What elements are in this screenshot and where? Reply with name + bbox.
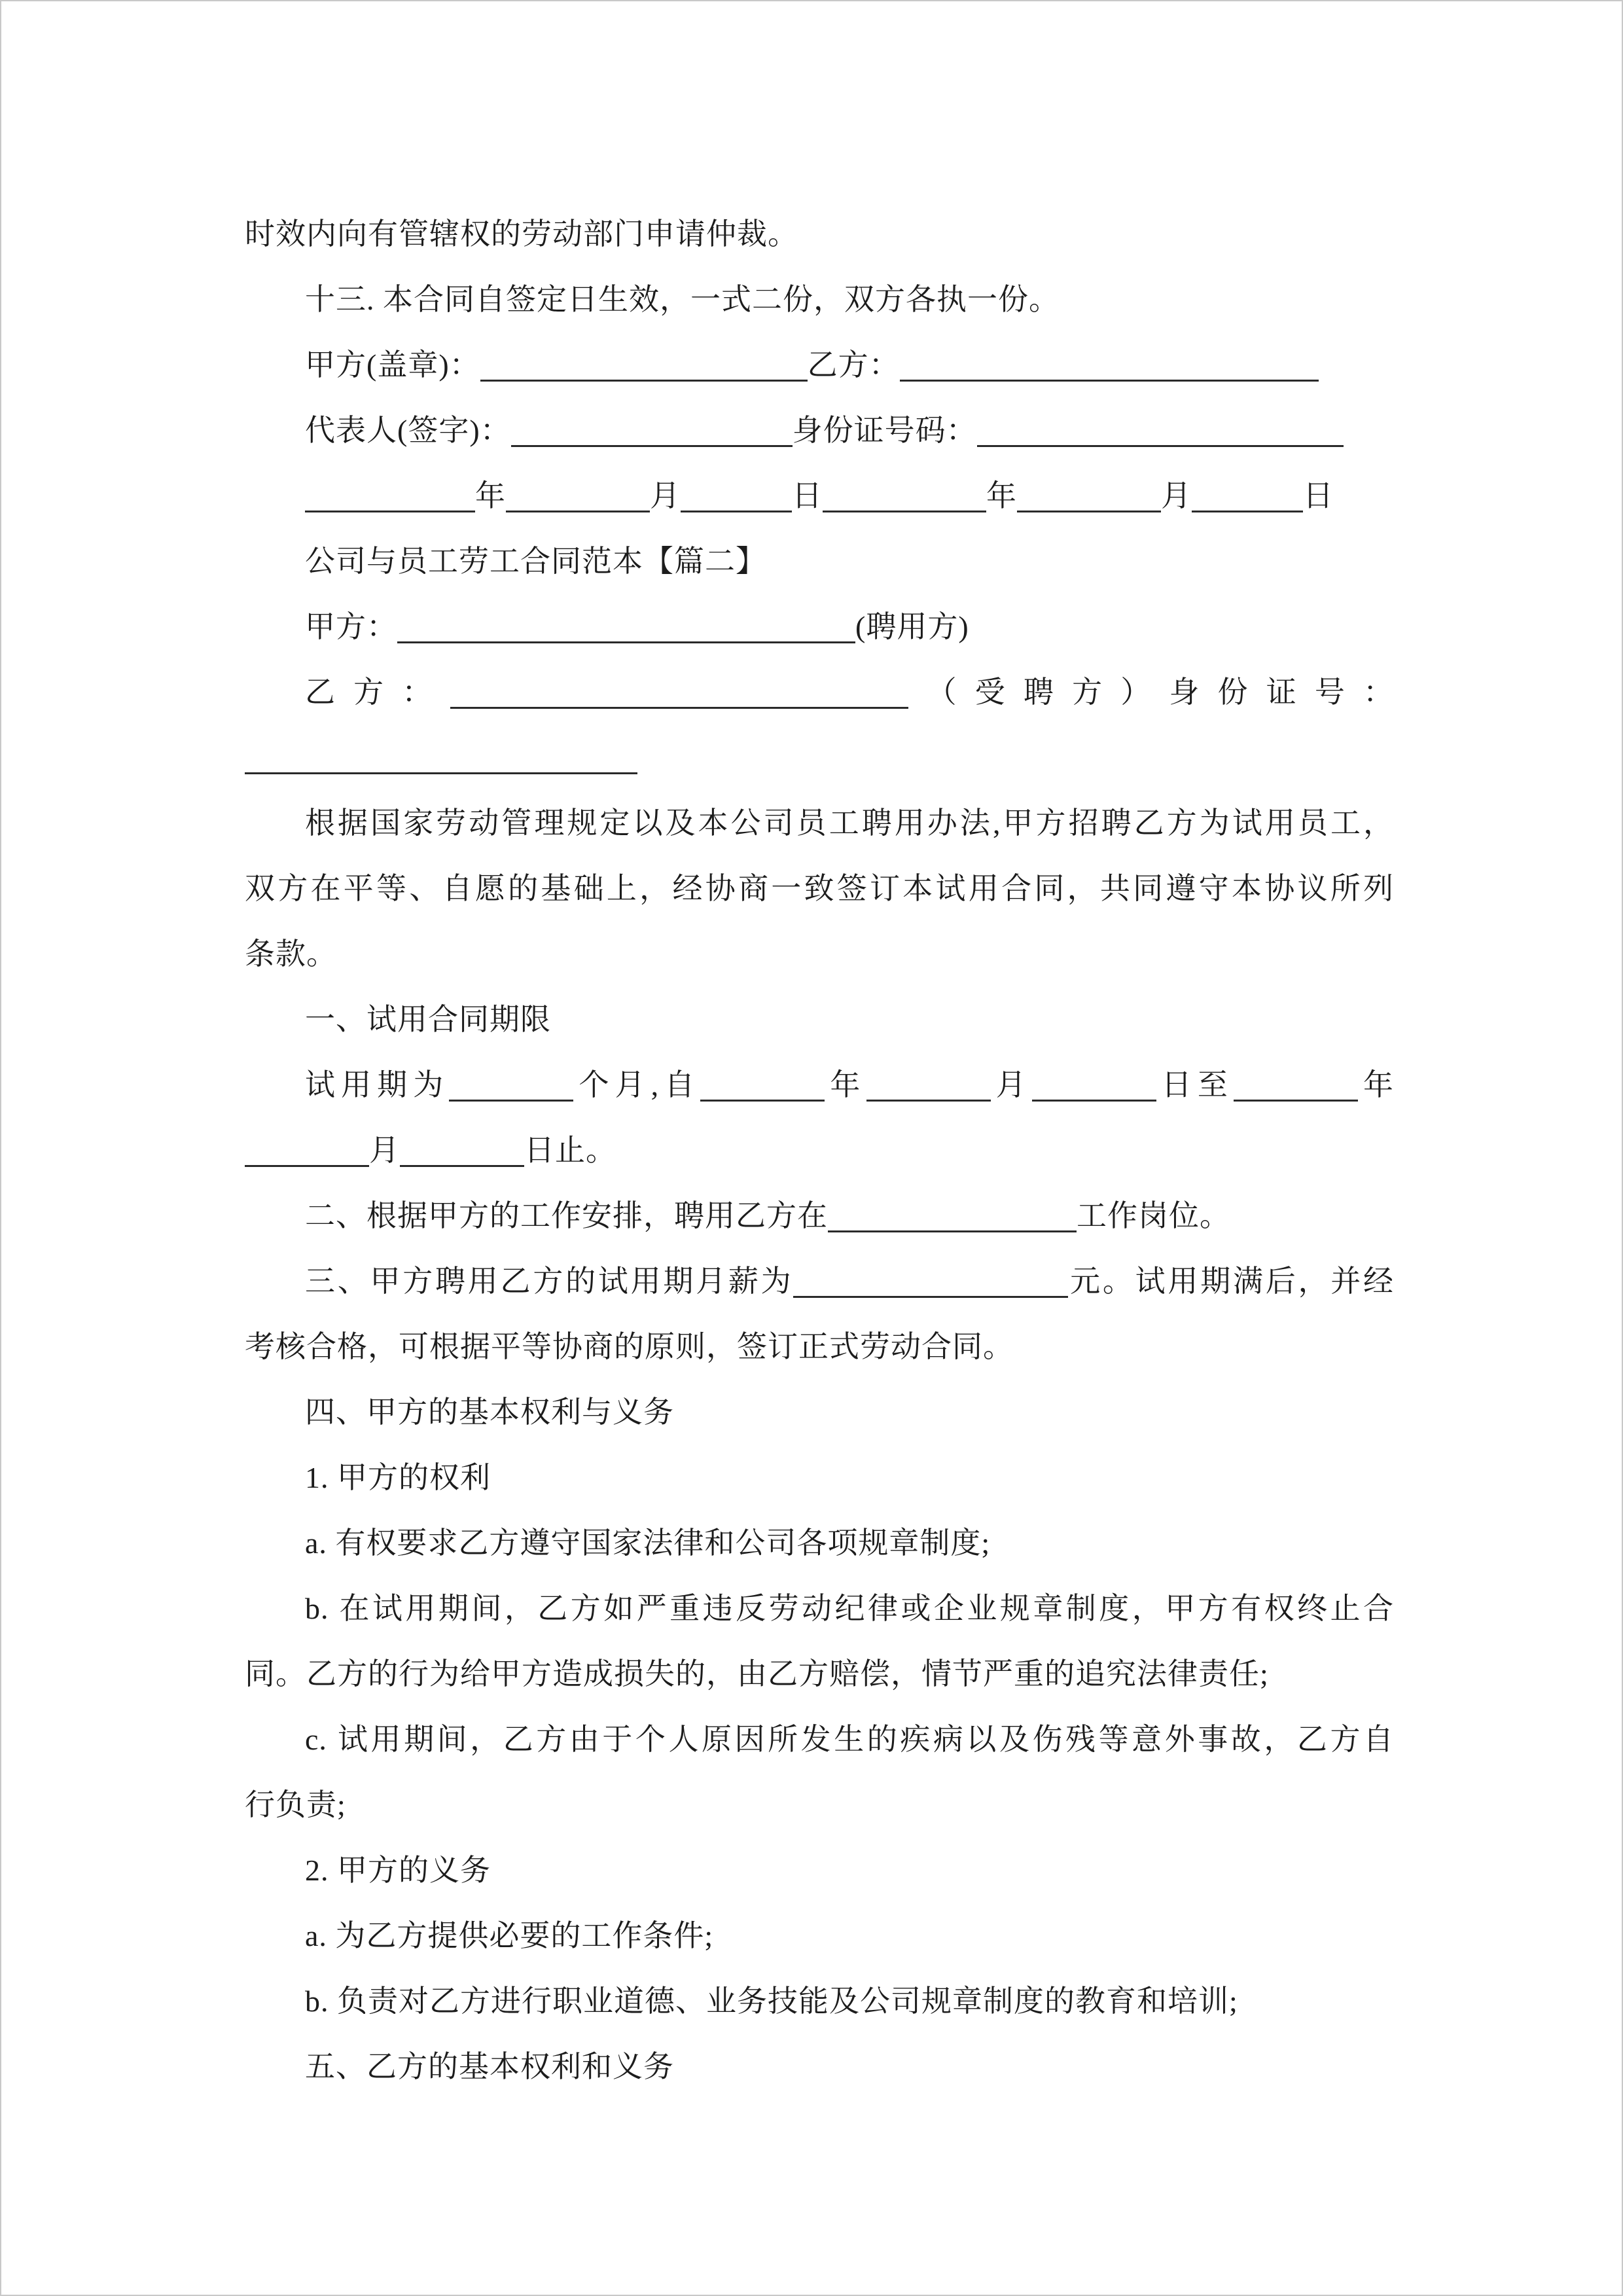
document-line [245,1772,1394,1838]
document-line [245,2034,1394,2100]
text-run: 一、试用合同期限 [305,1003,551,1036]
text-run: (聘用方) [855,610,969,643]
fill-in-blank [1032,1071,1156,1102]
text-run: 二、根据甲方的工作安排，聘用乙方在 [305,1199,828,1232]
document-line [245,922,1394,987]
text-run: 公司与员工劳工合同范本【篇二】 [305,545,766,578]
text-run: 月 [369,1134,400,1167]
document-line [245,987,1394,1052]
text-run: 考核合格，可根据平等协商的原则，签订正式劳动合同。 [245,1330,1014,1363]
text-run: 工作岗位。 [1077,1199,1230,1232]
document-line [245,1380,1394,1445]
text-run: 元。试用期满后，并经 [1068,1265,1395,1298]
section-title [245,529,1394,594]
text-run: 时效内向有管辖权的劳动部门申请仲裁。 [245,217,798,251]
text-run: 同。乙方的行为给甲方造成损失的，由乙方赔偿，情节严重的追究法律责任; [245,1657,1269,1691]
document-line [245,267,1394,332]
fill-in-blank [1234,1071,1358,1102]
fill-in-blank [977,417,1344,447]
text-run: 乙方： [305,675,451,709]
text-run: 三、甲方聘用乙方的试用期月薪为 [305,1265,794,1298]
document-line [245,202,1394,267]
fill-in-blank [305,482,475,512]
text-run: 个月,自 [573,1068,701,1102]
text-run: 甲方： [305,610,397,643]
text-run: 年 [986,479,1017,512]
text-run: 四、甲方的基本权利与义务 [305,1395,674,1429]
document-line [245,660,1394,725]
contract-body [245,202,1394,2100]
text-run: 根据国家劳动管理规定以及本公司员工聘用办法,甲方招聘乙方为试用员工， [305,806,1394,840]
fill-in-blank [866,1071,991,1102]
text-run: 月 [1161,479,1192,512]
document-line [245,1838,1394,1903]
document-line [245,1576,1394,1641]
fill-in-blank [397,613,855,643]
fill-in-blank [245,744,637,774]
fill-in-blank [400,1137,524,1167]
fill-in-blank [511,417,793,447]
fill-in-blank [245,1137,369,1167]
document-line [245,1641,1394,1707]
text-run: 日 [792,479,823,512]
document-line [245,791,1394,856]
fill-in-blank [793,1268,1068,1298]
fill-in-blank [823,482,986,512]
document-line [245,1969,1394,2034]
document-line [245,725,1394,791]
text-run: （受聘方）身份证号： [908,675,1395,709]
text-run: 试用期为 [305,1068,450,1102]
text-run: 五、乙方的基本权利和义务 [305,2050,674,2083]
document-line [245,1052,1394,1118]
document-line [245,594,1394,660]
document-line [245,1707,1394,1772]
text-run: 日至 [1156,1068,1234,1102]
fill-in-blank [700,1071,825,1102]
fill-in-blank [1017,482,1161,512]
text-run: 日止。 [524,1134,616,1167]
text-run: 月 [990,1068,1032,1102]
text-run: c. 试用期间，乙方由于个人原因所发生的疾病以及伤残等意外事故，乙方自 [305,1723,1394,1756]
document-line [245,398,1394,463]
text-run: a. 为乙方提供必要的工作条件; [305,1919,714,1952]
fill-in-blank [480,351,808,382]
fill-in-blank [828,1202,1077,1232]
text-run: 2. 甲方的义务 [305,1854,491,1887]
text-run: b. 负责对乙方进行职业道德、业务技能及公司规章制度的教育和培训; [305,1984,1238,2018]
text-run: 月 [650,479,681,512]
text-run: 条款。 [245,937,337,971]
document-line [245,856,1394,922]
document-line [245,1511,1394,1576]
fill-in-blank [506,482,650,512]
text-run: a. 有权要求乙方遵守国家法律和公司各项规章制度; [305,1526,991,1560]
document-line [245,1903,1394,1969]
text-run: 年 [475,479,506,512]
text-run: 1. 甲方的权利 [305,1461,491,1494]
document-line [245,1183,1394,1249]
text-run: b. 在试用期间，乙方如严重违反劳动纪律或企业规章制度，甲方有权终止合 [305,1592,1394,1625]
document-line [245,463,1394,529]
text-run: 日 [1303,479,1334,512]
text-run: 十三. 本合同自签定日生效，一式二份，双方各执一份。 [305,283,1060,316]
fill-in-blank [449,1071,573,1102]
fill-in-blank [1192,482,1303,512]
text-run: 代表人(签字)： [305,414,511,447]
fill-in-blank [900,351,1319,382]
document-line [245,1314,1394,1380]
text-run: 年 [1357,1068,1395,1102]
text-run: 双方在平等、自愿的基础上，经协商一致签订本试用合同，共同遵守本协议所列 [245,872,1394,905]
document-line [245,1118,1394,1183]
text-run: 年 [825,1068,866,1102]
document-line [245,1249,1394,1314]
text-run: 身份证号码： [792,414,977,447]
text-run: 行负责; [245,1788,346,1821]
text-run: 甲方(盖章)： [305,348,480,382]
fill-in-blank [450,679,908,709]
document-line [245,1445,1394,1511]
fill-in-blank [681,482,792,512]
text-run: 乙方： [807,348,900,382]
document-line [245,332,1394,398]
